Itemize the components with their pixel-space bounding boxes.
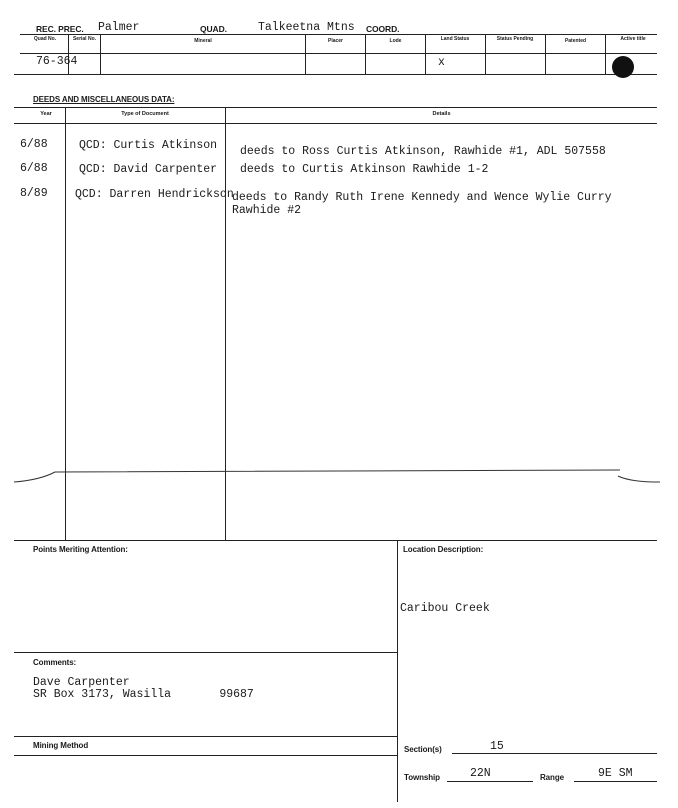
col-header-placer: Placer bbox=[327, 38, 343, 44]
active-title-mark bbox=[612, 56, 634, 78]
deed-details: deeds to Randy Ruth Irene Kennedy and Wence Wylie Curry Rawhide #2 bbox=[232, 191, 612, 217]
comments-line-2: SR Box 3173, Wasilla 99687 bbox=[33, 688, 254, 701]
section-label: Section(s) bbox=[404, 745, 442, 754]
col-header-lode: Lode bbox=[389, 38, 402, 44]
deed-details: deeds to Ross Curtis Atkinson, Rawhide #1, ADL 507558 bbox=[240, 145, 606, 158]
township-value: 22N bbox=[470, 767, 491, 780]
col-header-active-title: Active title bbox=[620, 36, 646, 42]
col-header-serial-no: Serial No. bbox=[72, 36, 97, 42]
range-value: 9E SM bbox=[598, 767, 633, 780]
section-value: 15 bbox=[490, 740, 504, 753]
col-header-details: Details bbox=[432, 111, 451, 117]
comments-rule bbox=[14, 652, 397, 653]
comments-label: Comments: bbox=[33, 658, 77, 667]
deed-year: 6/88 bbox=[20, 138, 48, 151]
deed-type: QCD: David Carpenter bbox=[79, 163, 218, 176]
col-divider bbox=[425, 35, 426, 74]
bottom-rule-top bbox=[14, 540, 657, 541]
range-label: Range bbox=[540, 773, 564, 782]
location-value: Caribou Creek bbox=[400, 602, 490, 615]
header-rule-bottom bbox=[14, 74, 657, 75]
deed-type: QCD: Curtis Atkinson bbox=[79, 139, 218, 152]
header-rule-top bbox=[20, 34, 657, 35]
comments-line-1: Dave Carpenter bbox=[33, 676, 130, 689]
quad-label: QUAD. bbox=[200, 24, 227, 34]
quad-no-value: 76-364 bbox=[36, 55, 78, 68]
col-header-patented: Patented bbox=[564, 38, 587, 44]
deed-type: QCD: Darren Hendrickson bbox=[75, 188, 234, 201]
deeds-section-title: DEEDS AND MISCELLANEOUS DATA: bbox=[33, 95, 175, 104]
deeds-rule-top bbox=[14, 107, 657, 108]
township-underline bbox=[447, 781, 533, 782]
mining-method-label: Mining Method bbox=[33, 741, 89, 750]
header-rule-mid bbox=[20, 53, 657, 54]
mining-rule-2 bbox=[14, 755, 397, 756]
rec-prec-label: REC. PREC. bbox=[36, 24, 84, 34]
points-label: Points Meriting Attention: bbox=[33, 545, 128, 554]
section-underline bbox=[452, 753, 657, 754]
fold-line bbox=[0, 460, 678, 500]
col-header-quad-no: Quad No. bbox=[33, 36, 57, 42]
rec-prec-value: Palmer bbox=[98, 21, 140, 34]
township-label: Township bbox=[404, 773, 440, 782]
land-status-value: x bbox=[438, 56, 445, 69]
range-underline bbox=[574, 781, 657, 782]
col-header-type: Type of Document bbox=[121, 111, 169, 117]
col-header-land-status: Land Status bbox=[440, 36, 470, 42]
mining-rule bbox=[14, 736, 397, 737]
deed-details: deeds to Curtis Atkinson Rawhide 1-2 bbox=[240, 163, 489, 176]
deed-year: 6/88 bbox=[20, 162, 48, 175]
col-divider bbox=[485, 35, 486, 74]
col-divider bbox=[605, 35, 606, 74]
col-header-year: Year bbox=[40, 111, 52, 117]
coord-label: COORD. bbox=[366, 24, 400, 34]
location-label: Location Description: bbox=[403, 545, 484, 554]
col-header-status-pending: Status Pending bbox=[496, 36, 534, 42]
quad-value: Talkeetna Mtns bbox=[258, 21, 355, 34]
col-header-mineral: Mineral bbox=[194, 38, 212, 44]
deed-year: 8/89 bbox=[20, 187, 48, 200]
bottom-divider bbox=[397, 540, 398, 802]
deeds-rule-header bbox=[14, 123, 657, 124]
